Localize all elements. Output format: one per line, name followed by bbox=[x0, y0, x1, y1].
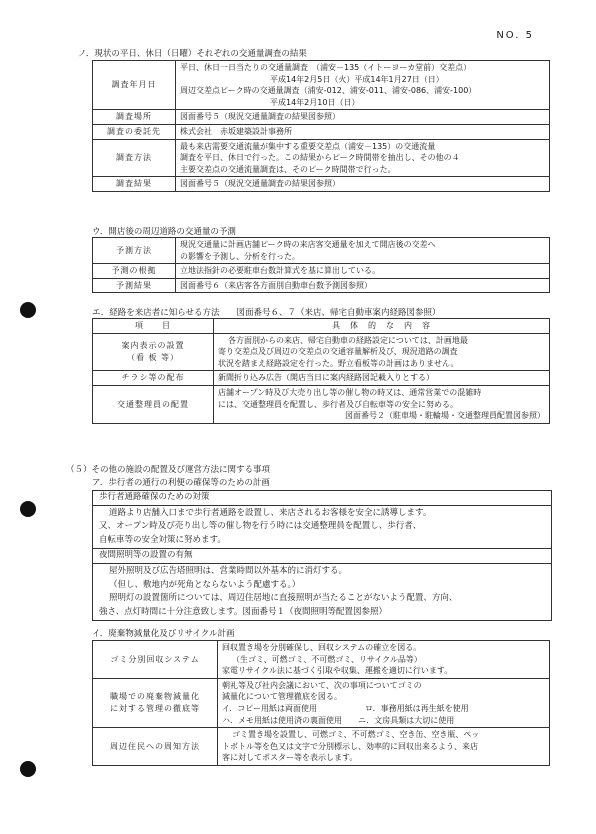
row-label bbox=[93, 385, 214, 423]
cell-line: 平日、休日一日当たりの交通量調査 （浦安－135（イトーヨーカ堂前）交差点） bbox=[180, 63, 472, 72]
row-content bbox=[218, 641, 550, 679]
row-content bbox=[218, 678, 550, 727]
section-title: ノ．現状の平日、休日（日曜）それぞれの交通量調査の結果 bbox=[78, 49, 307, 59]
label-line: 予測方法 bbox=[116, 245, 152, 255]
cell-line: 新聞折り込み広告（開店当日に案内経路図記載入りとする） bbox=[218, 373, 434, 383]
cell-line: 道路より店舗入口まで歩行者通路を設置し、来店されるお客様を安全に誘導します。 bbox=[109, 507, 432, 518]
cell-line: 平成14年2月5日（火）平成14年1月27日（日） bbox=[270, 74, 444, 84]
cell-line: 状況を踏まえ経路設定を行った。野立看板等の計画はありません。 bbox=[218, 358, 459, 368]
row-label bbox=[93, 177, 176, 192]
table-row bbox=[93, 139, 550, 177]
column-header: 具 体 的 な 内 容 bbox=[214, 319, 550, 334]
section-title: エ．経路を来店者に知らせる方法 図面番号６、７（来店、帰宅自動車案内経路図参照） bbox=[92, 308, 441, 318]
section-title: イ．廃棄物減量化及びリサイクル計画 bbox=[92, 629, 235, 639]
row-content bbox=[218, 728, 550, 766]
cell-line: 照明灯の設置箇所については、周辺住居地に直接照明が当たることがないよう配置、方向、 bbox=[109, 593, 458, 604]
table-row bbox=[93, 264, 550, 279]
section-title: ア．歩行者の通行の利便の確保等のための計画 bbox=[92, 478, 270, 488]
row-content bbox=[176, 278, 550, 293]
label-line: 交通整理員の配置 bbox=[117, 399, 189, 409]
pedestrian-box bbox=[92, 490, 552, 621]
label-line: 調査年月日 bbox=[111, 80, 157, 90]
table-row bbox=[93, 110, 550, 125]
row-label bbox=[93, 124, 176, 139]
cell-line: （但し、敷地内が死角とならないよう配慮する。） bbox=[109, 579, 301, 590]
cell-line: 各方面別からの来店、帰宅自動車の経路設定については、計画地最 bbox=[228, 335, 468, 345]
cell-line: 最も来店需要交通流量が集中する重要交差点（浦安－135）の交通流量 bbox=[180, 141, 436, 151]
row-label bbox=[93, 728, 218, 766]
row-content bbox=[176, 61, 550, 110]
row-content bbox=[176, 139, 550, 177]
cell-line: の影響を予測し、分析を行った。 bbox=[180, 251, 300, 261]
label-line: 案内表示の設置 bbox=[121, 341, 185, 351]
cell-line: 図面番号５（現況交通量調査の結果図参照） bbox=[180, 112, 340, 122]
row-label bbox=[93, 238, 176, 264]
box-heading: 歩行者通路確保のための対策 bbox=[93, 491, 551, 506]
row-content bbox=[176, 238, 550, 264]
cell-line: 家電リサイクル法に基づく引取や収集、運搬を適切に行います。 bbox=[222, 666, 453, 676]
label-line: （看 板 等） bbox=[126, 352, 180, 362]
label-line: チラシ等の配布 bbox=[121, 373, 185, 383]
cell-line: 図面番号５（現況交通量調査の結果図参照） bbox=[180, 179, 340, 189]
label-line: 職場での廃棄物減量化 bbox=[110, 692, 200, 702]
table-row bbox=[93, 177, 550, 192]
cell-line: 朝礼等及び社内会議において、次の事項についてゴミの bbox=[222, 680, 422, 690]
row-content bbox=[176, 110, 550, 125]
table-row bbox=[93, 371, 550, 386]
label-line: 調査場所 bbox=[116, 112, 152, 122]
cell-line: 屋外照明及び広告塔照明は、営業時間以外基本的に消灯する。 bbox=[109, 565, 348, 576]
table-row bbox=[93, 124, 550, 139]
row-label bbox=[93, 371, 214, 386]
row-content bbox=[214, 333, 550, 371]
table-row bbox=[93, 61, 550, 110]
section-title: ウ．開店後の周辺道路の交通量の予測 bbox=[92, 227, 236, 237]
row-label bbox=[93, 278, 176, 293]
table-header-row bbox=[93, 319, 550, 334]
row-label bbox=[93, 110, 176, 125]
label-line: に対する管理の徹底等 bbox=[110, 703, 200, 713]
cell-line: （生ゴミ、可燃ゴミ、不可燃ゴミ、リサイクル品等） bbox=[232, 654, 422, 664]
box-heading: 夜間照明等の設置の有無 bbox=[93, 548, 551, 564]
cell-line: 回収置き場を分別確保し、回収システムの確立を図る。 bbox=[222, 643, 422, 652]
label-line: 調査方法 bbox=[116, 153, 152, 163]
recycle-table bbox=[92, 640, 550, 766]
page-number: NO. 5 bbox=[496, 30, 534, 41]
cell-line: ゴミ置き場を設置し、可燃ゴミ、不可燃ゴミ、空き缶、空き瓶、ペッ bbox=[232, 730, 480, 740]
cell-line: トボトル等を色又は文字で分別標示し、効率的に回収出来るよう、来店 bbox=[222, 741, 478, 751]
row-label bbox=[93, 678, 218, 727]
label-line: 調査の委託先 bbox=[107, 126, 161, 136]
row-label bbox=[93, 61, 176, 110]
table-row bbox=[93, 333, 550, 371]
cell-line: 又、オープン時及び売り出し等の催し物を行う時には交通整理員を配置し、歩行者、 bbox=[99, 521, 422, 532]
row-content bbox=[176, 177, 550, 192]
table-row bbox=[93, 728, 550, 766]
binder-hole bbox=[20, 761, 36, 777]
table-row bbox=[93, 238, 550, 264]
cell-line: 現況交通量に計画店舗ピーク時の来店客交通量を加えて開店後の交差へ bbox=[180, 240, 436, 249]
forecast-table bbox=[92, 237, 550, 293]
row-label bbox=[93, 264, 176, 279]
cell-line: 平成14年2月10日（日） bbox=[270, 97, 360, 107]
section-title: （５）その他の施設の配置及び運営方法に関する事項 bbox=[66, 465, 271, 475]
cell-line: 図面番号６（来店客各方面別自動車台数予測図参照） bbox=[180, 280, 372, 290]
survey-table bbox=[92, 60, 550, 192]
label-line: 周辺住民への周知方法 bbox=[110, 741, 200, 751]
row-label bbox=[93, 641, 218, 679]
table-row bbox=[93, 641, 550, 679]
route-table bbox=[92, 318, 550, 424]
row-content bbox=[176, 264, 550, 279]
label-line: 予測結果 bbox=[116, 280, 152, 290]
cell-line: 図面番号２（駐車場・駐輪場・交通整理員配置図参照） bbox=[345, 411, 545, 421]
row-content bbox=[214, 385, 550, 423]
cell-line: イ．コピー用紙は両面使用 ロ．事務用紙は再生紙を使用 bbox=[222, 703, 469, 713]
cell-line: 周辺交差点ピーク時の交通量調査（浦安-012、浦安-011、浦安-086、浦安-100） bbox=[180, 86, 477, 96]
binder-hole bbox=[20, 501, 36, 517]
label-line: ゴミ分別回収システム bbox=[110, 654, 200, 664]
row-label bbox=[93, 139, 176, 177]
row-label bbox=[93, 333, 214, 371]
cell-line: には、交通整理員を配置し、歩行者及び自転車等の安全に努める。 bbox=[218, 399, 458, 409]
binder-hole bbox=[20, 302, 36, 318]
cell-line: 調査を平日、休日で行った。この結果からピーク時間帯を抽出し、その他の４ bbox=[180, 153, 460, 163]
column-header: 項 目 bbox=[93, 319, 214, 334]
row-content bbox=[214, 371, 550, 386]
cell-line: 客に対してポスター等を表示します。 bbox=[222, 753, 358, 763]
row-content bbox=[176, 124, 550, 139]
cell-line: 寄り交差点及び周辺の交差点の交通容量解析及び、現況道路の調査 bbox=[218, 347, 458, 357]
cell-line: 立地法指針の必要駐車台数計算式を基に算出している。 bbox=[180, 266, 380, 276]
cell-line: 株式会社 赤坂建築設計事務所 bbox=[180, 126, 292, 136]
cell-line: ハ．メモ用紙は使用済の裏面使用 ニ．文房具類は大切に使用 bbox=[222, 715, 455, 725]
label-line: 調査結果 bbox=[116, 179, 152, 189]
cell-line: 店舗オープン時及び大売り出し等の催し物の時又は、通常営業での混雑時 bbox=[218, 387, 482, 397]
table-row bbox=[93, 678, 550, 727]
cell-line: 自転車等の安全対策に努めます。 bbox=[99, 534, 226, 545]
table-row bbox=[93, 278, 550, 293]
cell-line: 主要交差点の交通流量調査は、そのピーク時間帯で行った。 bbox=[180, 164, 396, 174]
table-row bbox=[93, 385, 550, 423]
cell-line: 減量化について管理徹底を図る。 bbox=[222, 692, 342, 702]
cell-line: 強さ、点灯時間に十分注意致します。図面番号１（夜間照明等配置図参照） bbox=[99, 606, 387, 617]
label-line: 予測の根拠 bbox=[111, 266, 157, 276]
